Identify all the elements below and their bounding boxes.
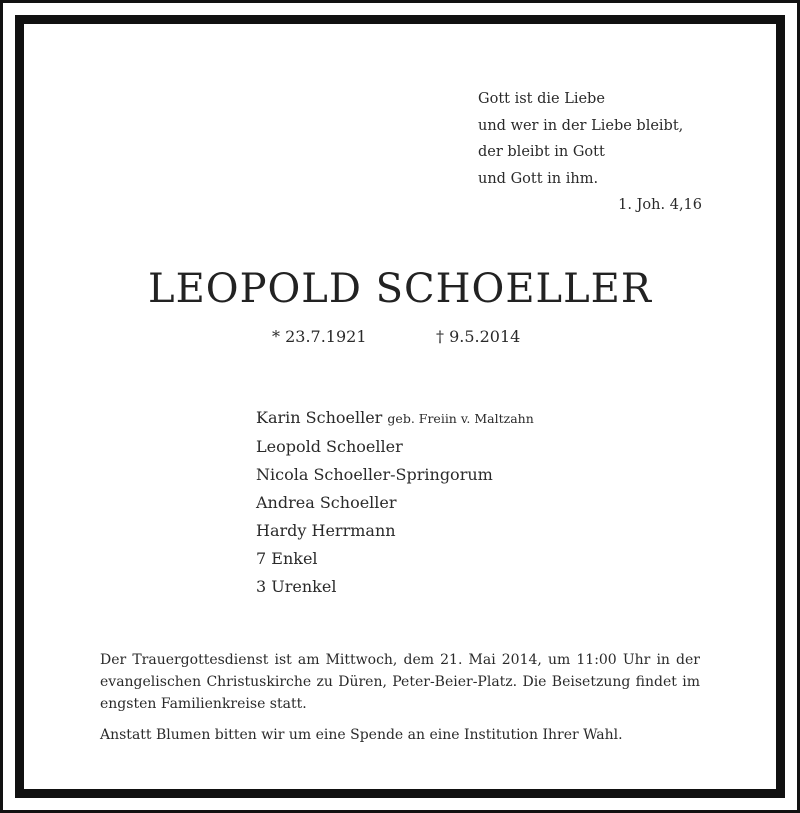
family-member: Hardy Herrmann [256,521,396,540]
maiden-name: geb. Freiin v. Maltzahn [387,411,534,426]
family-list [256,404,534,601]
verse-line: und wer in der Liebe bleibt, [478,117,684,134]
verse-reference: 1. Joh. 4,16 [618,197,702,213]
verse-line: Gott ist die Liebe [478,91,605,107]
family-member: 7 Enkel [256,549,318,568]
deceased-name: LEOPOLD SCHOELLER [148,266,652,312]
birth-date: * 23.7.1921 [272,327,367,346]
bible-verse [478,86,702,219]
death-date: † 9.5.2014 [436,327,521,346]
family-member: Andrea Schoeller [256,493,397,512]
family-member [256,404,534,433]
verse-line: und Gott in ihm. [478,170,599,187]
family-member: Leopold Schoeller [256,437,403,456]
service-announcement: Der Trauergottesdienst ist am Mittwoch, dem 21. Mai 2014, um 11:00 Uhr in der evangelischen Christuskirche zu Düren, Peter-Beier-Platz. Die Beisetzung findet im engsten Familienkreise statt. [100,652,700,712]
verse-line: der bleibt in Gott [478,144,605,160]
family-member: 3 Urenkel [256,577,337,596]
donation-request: Anstatt Blumen bitten wir um eine Spende an eine Institution Ihrer Wahl. [100,727,623,743]
family-member-name: Karin Schoeller [256,408,383,427]
family-member: Nicola Schoeller-Springorum [256,465,493,484]
